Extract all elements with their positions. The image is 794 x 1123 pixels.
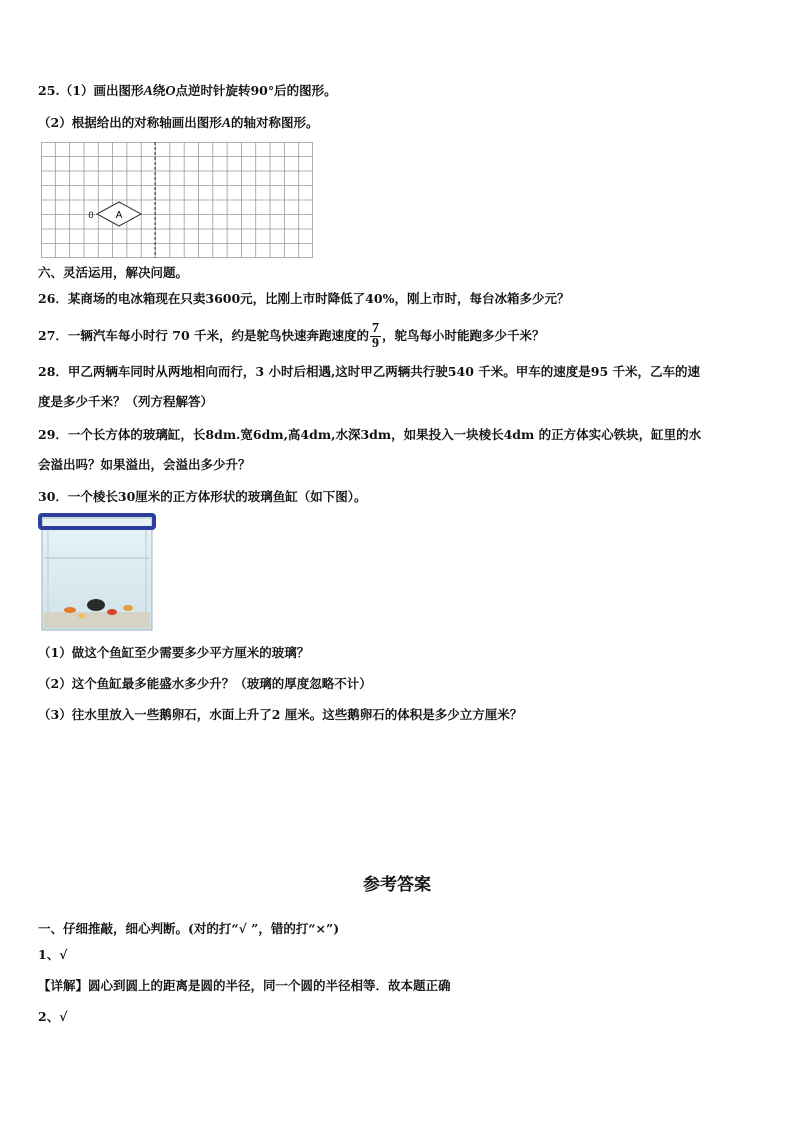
q27-frac-num: 7 xyxy=(372,321,379,336)
q25-part2-prefix: （2）根据给出的对称轴画出图形 xyxy=(38,115,222,130)
q25-part2 xyxy=(38,115,319,132)
fish-icon xyxy=(107,609,117,615)
q25-part2-var-a: A xyxy=(221,116,232,131)
q29-line2: 会溢出吗？如果溢出，会溢出多少升？ xyxy=(38,457,251,472)
q30-sub2: （2）这个鱼缸最多能盛水多少升？（玻璃的厚度忽略不计） xyxy=(38,676,372,691)
fish-tank-image xyxy=(38,512,156,634)
q28-line1: 28．甲乙两辆车同时从两地相向而行，3 小时后相遇,这时甲乙两辆共行驶540 千米。甲车的速度是95 千米，乙车的速 xyxy=(38,364,700,379)
q29-line1: 29．一个长方体的玻璃缸，长8dm.宽6dm,高4dm,水深3dm，如果投入一块棱长4dm 的正方体实心铁块，缸里的水 xyxy=(38,427,702,442)
q27-fraction xyxy=(370,322,381,351)
fish-icon xyxy=(87,599,105,611)
q25-part1-prefix: 25.（1）画出图形 xyxy=(38,83,144,98)
answer-1-detail: 【详解】圆心到圆上的距离是圆的半径，同一个圆的半径相等．故本题正确 xyxy=(38,978,451,993)
q27-frac-den: 9 xyxy=(372,336,379,351)
q30-sub3: （3）往水里放入一些鹅卵石，水面上升了2 厘米。这些鹅卵石的体积是多少立方厘米？ xyxy=(38,707,523,722)
fish-tank-svg xyxy=(38,512,156,634)
q25-part1-mid: 绕 xyxy=(152,83,166,98)
q30-sub1: （1）做这个鱼缸至少需要多少平方厘米的玻璃？ xyxy=(38,645,310,660)
answers-section1: 一、仔细推敲，细心判断。(对的打“√ ”，错的打“×”) xyxy=(38,921,340,936)
fish-icon xyxy=(78,614,86,619)
q27 xyxy=(38,318,545,354)
point-o-label: 0 xyxy=(88,210,94,220)
q26-text: 26．某商场的电冰箱现在只卖3600元，比刚上市时降低了40%，刚上市时，每台冰箱多少元？ xyxy=(38,291,570,306)
fish-icon xyxy=(123,605,133,611)
grid-lines xyxy=(41,142,313,258)
section6-heading: 六、灵活运用，解决问题。 xyxy=(38,265,189,280)
shape-a-label: A xyxy=(115,210,123,221)
q25-part1-var-a: A xyxy=(143,84,153,99)
q25-part1-var-o: O xyxy=(165,84,176,99)
q27-suffix: ，鸵鸟每小时能跑多少千米？ xyxy=(382,328,545,343)
answer-1-number: 1、√ xyxy=(38,947,68,962)
q25-part2-suffix: 的轴对称图形。 xyxy=(231,115,319,130)
q25-part1-suffix: 点逆时针旋转90°后的图形。 xyxy=(175,83,337,98)
q25-part1 xyxy=(38,83,337,100)
fish-icon xyxy=(64,607,76,613)
grid-svg xyxy=(41,142,313,258)
q28-line2: 度是多少千米？（列方程解答） xyxy=(38,394,214,409)
answer-2-number: 2、√ xyxy=(38,1009,68,1024)
q27-prefix: 27．一辆汽车每小时行 70 千米，约是鸵鸟快速奔跑速度的 xyxy=(38,328,369,343)
answers-title: 参考答案 xyxy=(363,875,431,895)
tank-gravel xyxy=(44,612,150,628)
q30-intro: 30．一个棱长30厘米的正方体形状的玻璃鱼缸（如下图）。 xyxy=(38,489,367,504)
q25-grid-figure xyxy=(41,142,313,258)
